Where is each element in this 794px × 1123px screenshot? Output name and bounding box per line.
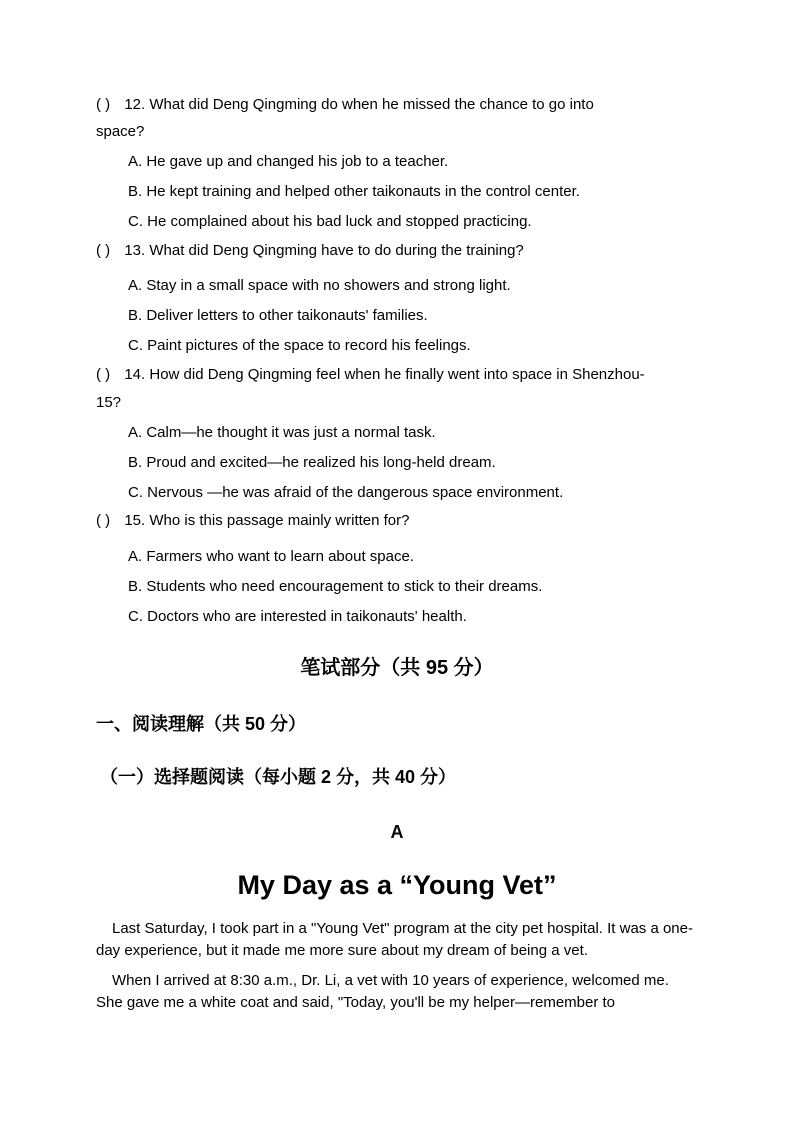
question-stem: What did Deng Qingming do when he missed the chance to go into: [149, 96, 594, 113]
question-stem: How did Deng Qingming feel when he finally went into space in Shenzhou-: [149, 366, 645, 383]
question-number: 15.: [124, 512, 146, 529]
answer-bracket[interactable]: ( ): [96, 242, 111, 259]
option-14b: B. Proud and excited—he realized his long-held dream.: [128, 454, 496, 471]
paragraph-2: When I arrived at 8:30 a.m., Dr. Li, a vet with 10 years of experience, welcomed me. She gave me a white coat and said, "Today, you'll be my helper—remember to: [96, 972, 669, 1011]
question-number: 13.: [124, 242, 146, 259]
option-15c: C. Doctors who are interested in taikonauts' health.: [128, 608, 467, 625]
answer-bracket[interactable]: ( ): [96, 96, 111, 113]
question-number: 14.: [124, 366, 146, 383]
option-14a: A. Calm—he thought it was just a normal task.: [128, 424, 436, 441]
answer-bracket[interactable]: ( ): [96, 366, 111, 383]
question-stem: What did Deng Qingming have to do during the training?: [149, 242, 524, 259]
answer-bracket[interactable]: ( ): [96, 512, 111, 529]
question-number: 12.: [124, 96, 146, 113]
option-15b: B. Students who need encouragement to stick to their dreams.: [128, 578, 543, 595]
paragraph-1: Last Saturday, I took part in a "Young Vet" program at the city pet hospital. It was a one-day experience, but it made me more sure about my dream of being a vet.: [96, 920, 693, 959]
question-13: [96, 242, 524, 260]
part-title: 一、阅读理解（共 50 分）: [96, 714, 307, 734]
option-13b: B. Deliver letters to other taikonauts' families.: [128, 307, 428, 324]
option-15a: A. Farmers who want to learn about space.: [128, 548, 414, 565]
passage-title: My Day as a “Young Vet”: [237, 870, 557, 900]
option-12c: C. He complained about his bad luck and stopped practicing.: [128, 213, 532, 230]
passage-label: A: [390, 822, 404, 842]
section-title: 笔试部分（共 95 分）: [300, 657, 494, 679]
option-13c: C. Paint pictures of the space to record his feelings.: [128, 337, 471, 354]
question-stem-continued: 15?: [96, 394, 122, 411]
question-14: [96, 366, 645, 384]
question-12: [96, 96, 594, 114]
subpart-title: （一）选择题阅读（每小题 2 分，共 40 分）: [100, 767, 457, 787]
question-stem-continued: space?: [96, 123, 145, 140]
option-13a: A. Stay in a small space with no showers and strong light.: [128, 277, 511, 294]
question-15: [96, 512, 409, 530]
question-stem: Who is this passage mainly written for?: [149, 512, 410, 529]
option-12b: B. He kept training and helped other taikonauts in the control center.: [128, 183, 580, 200]
option-14c: C. Nervous —he was afraid of the dangerous space environment.: [128, 484, 564, 501]
option-12a: A. He gave up and changed his job to a teacher.: [128, 153, 449, 170]
